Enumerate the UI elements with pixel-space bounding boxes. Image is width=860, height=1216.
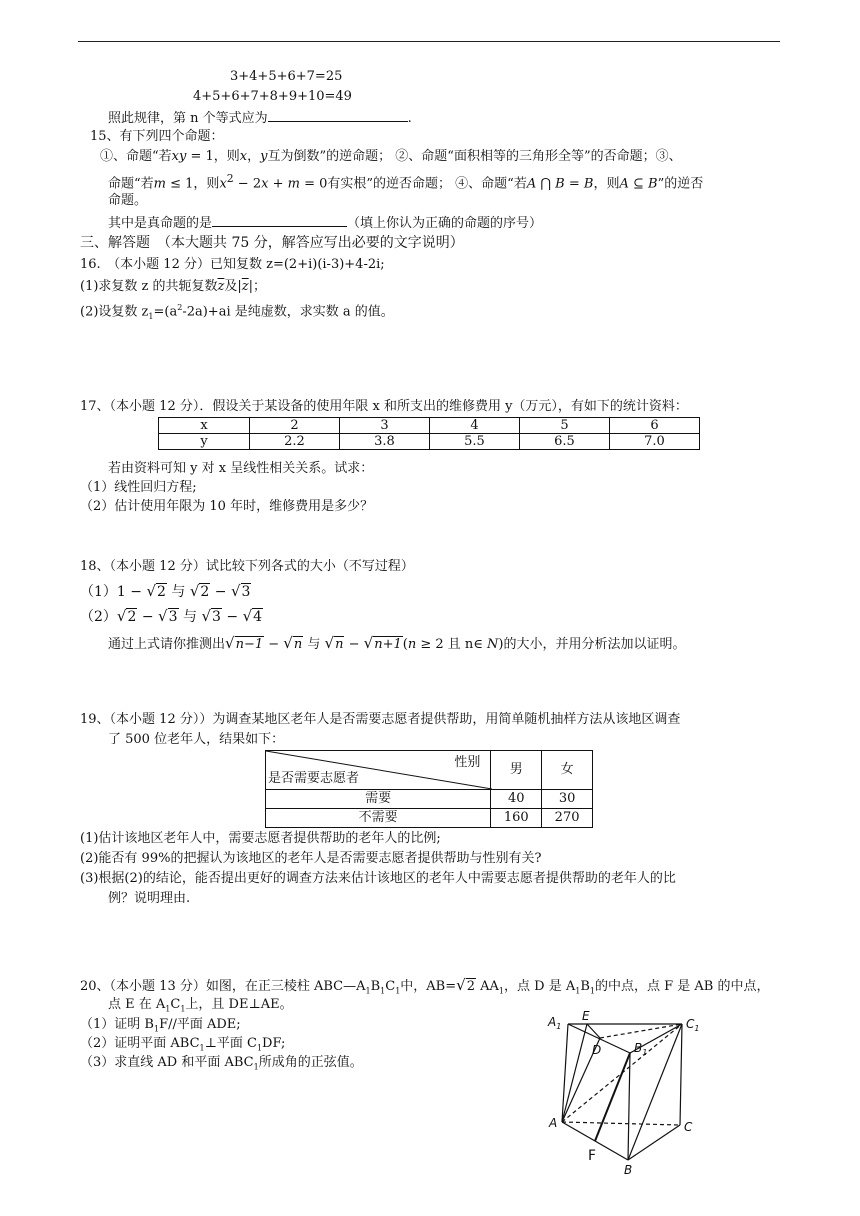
edge-ac (562, 1122, 680, 1125)
edge-b1b (628, 1053, 630, 1160)
q17-part-2: （2）估计使用年限为 10 年时，维修费用是多少？ (80, 499, 374, 514)
q20-heading-2: 点 E 在 $A_1C_1$上，且 DE⊥AE。 (108, 997, 293, 1014)
edge-c1c (680, 1024, 682, 1125)
q18-part-1: （1）1 − √2 与 √2 − √3 (80, 582, 251, 600)
q14-prompt: 照此规律，第 n 个等式应为 . (108, 108, 412, 128)
table-cell: 160 (491, 809, 542, 828)
label-c: C (684, 1120, 693, 1134)
q19-contingency-table (265, 750, 593, 828)
table-row-label: 需要 (266, 790, 491, 809)
label-a1: $A_1$ (548, 1015, 562, 1031)
q20-heading: 20、（本小题 13 分）如图，在正三棱柱 $ABC—A_1B_1C_1$中，AB=√2 $AA_1$，点 D 是 $A_1B_1$的中点，点 F 是 AB 的中点， (80, 976, 770, 996)
line-fb1 (595, 1053, 630, 1141)
q18-conclusion: 通过上式请你推测出√n−1 − √n 与 √n − √n+1(n ≥ 2 且 n∈ N)的大小，并用分析法加以证明。 (108, 634, 686, 652)
q17-part-1: （1）线性回归方程; (80, 480, 197, 495)
q19-part-2: (2)能否有 99%的把握认为该地区的老年人是否需要志愿者提供帮助与性别有关? (80, 851, 542, 866)
table-header: 男 (491, 751, 542, 790)
q18-part-2: （2）√2 − √3 与 √3 − √4 (80, 607, 263, 625)
table-cell: 2 (250, 418, 340, 434)
edge-a1a (562, 1024, 568, 1122)
answer-blank[interactable] (268, 108, 408, 122)
q17-heading: 17、（本小题 12 分）．假设关于某设备的使用年限 x 和所支出的维修费用 y（万元），有如下的统计资料： (80, 399, 688, 414)
equation-4: 4+5+6+7+8+9+10=49 (193, 89, 352, 104)
table-cell: 4 (430, 418, 520, 434)
label-b1: $B_1$ (634, 1041, 648, 1057)
section-heading: 三、解答题 （本大题共 75 分，解答应写出必要的文字说明） (80, 235, 464, 251)
table-row-label: 不需要 (266, 809, 491, 828)
q17-data-table (158, 417, 700, 450)
q15-heading: 15、有下列四个命题： (90, 129, 224, 144)
q15-line-3: 命题。 (108, 193, 148, 208)
edge-bc (628, 1125, 680, 1160)
line-ae (562, 1024, 587, 1122)
table-corner-cell (266, 751, 491, 790)
corner-bottom-label: 是否需要志愿者 (268, 771, 360, 786)
label-e: E (582, 1010, 590, 1023)
table-cell: 6.5 (520, 434, 610, 450)
q17-note: 若由资料可知 y 对 x 呈线性相关关系。试求： (108, 461, 374, 476)
q16-part-1: (1)求复数 z 的共轭复数$\overline{z}$及$|\overline{z}|$； (80, 279, 267, 294)
table-header: 女 (542, 751, 593, 790)
corner-top-label: 性别 (454, 755, 481, 770)
q16-part-2: (2)设复数 $z_1=(a^2-2a)+ai$ 是纯虚数，求实数 a 的值。 (80, 303, 394, 321)
q18-heading: 18、（本小题 12 分）试比较下列各式的大小（不写过程） (80, 559, 414, 574)
label-b: B (624, 1163, 633, 1177)
q20-part-2: （2）证明平面 $ABC_1\perp$平面 $C_1DF$; (80, 1036, 286, 1053)
q19-part-3-cont: 例？说明理由. (108, 891, 191, 906)
q19-heading: 19、（本小题 12 分））为调查某地区老年人是否需要志愿者提供帮助，用简单随机抽样方法从该地区调查 (80, 712, 681, 727)
q15-line-2: 命题“若m ≤ 1，则$x^2 - 2x + m = 0$有实根”的逆否命题； ④、命题“若A ⋂ B = B，则A ⊆ B”的逆否 (108, 172, 704, 192)
table-cell: 2.2 (250, 434, 340, 450)
table-header: x (159, 418, 250, 434)
q19-part-1: (1)估计该地区老年人中，需要志愿者提供帮助的老年人的比例; (80, 831, 441, 846)
q20-part-1: （1）证明 $B_1F//$平面 ADE; (80, 1017, 241, 1034)
q15-ask: 其中是真命题的是 （填上你认为正确的命题的序号） (108, 213, 542, 233)
header-rule (78, 41, 780, 42)
equation-3: 3+4+5+6+7=25 (230, 69, 343, 84)
label-d: D (592, 1043, 602, 1057)
q19-heading-2: 了 500 位老年人，结果如下： (108, 732, 285, 747)
table-header: y (159, 434, 250, 450)
q19-part-3: (3)根据(2)的结论，能否提出更好的调查方法来估计该地区的老年人中需要志愿者提供帮助的老年人的比 (80, 871, 676, 886)
table-cell: 3.8 (340, 434, 430, 450)
label-f: F (588, 1148, 597, 1164)
table-cell: 40 (491, 790, 542, 809)
answer-blank[interactable] (212, 213, 347, 227)
table-cell: 3 (340, 418, 430, 434)
table-cell: 5.5 (430, 434, 520, 450)
q20-part-3: （3）求直线 AD 和平面 $ABC_1$所成角的正弦值。 (80, 1055, 363, 1072)
table-cell: 6 (610, 418, 700, 434)
table-cell: 5 (520, 418, 610, 434)
label-c1: $C_1$ (686, 1017, 700, 1033)
prism-figure (540, 1010, 710, 1180)
table-cell: 7.0 (610, 434, 700, 450)
q15-line-1: ①、命题“若xy = 1，则x，y互为倒数”的逆命题； ②、命题“面积相等的三角形全等”的否命题；③、 (100, 149, 682, 164)
q16-heading: 16. （本小题 12 分）已知复数 z=(2+i)(i-3)+4-2i; (80, 257, 385, 272)
table-cell: 270 (542, 809, 593, 828)
label-a: A (549, 1116, 558, 1130)
table-cell: 30 (542, 790, 593, 809)
